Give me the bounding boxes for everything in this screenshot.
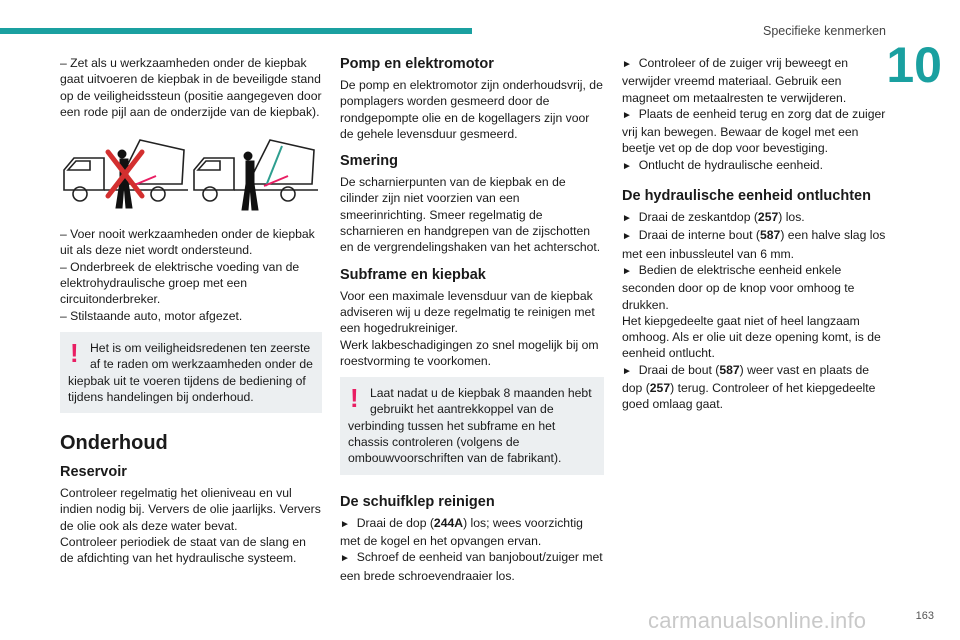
valve-step-2: ► Schroef de eenheid van banjobout/zuiger met een brede schroevendraaier los. <box>340 550 603 583</box>
check-step-2: ► Plaats de eenheid terug en zorg dat de zuiger vrij kan bewegen. Bewaar de kogel met een beetje vet op de dop voor bevestiging. <box>622 106 886 156</box>
heading-smering: Smering <box>340 153 399 170</box>
warning-text-rest: kiepbak uit te voeren tijdens de bediening of tijdens handelingen bij onderhoud. <box>68 373 306 404</box>
check-step-1: ► Controleer of de zuiger vrij beweegt en verwijder vreemd materiaal. Gebruik een magneet om metaalresten te verwijderen. <box>622 56 849 105</box>
arrow-icon: ► <box>622 160 632 172</box>
arrow-icon: ► <box>622 231 632 243</box>
heading-pomp: Pomp en elektromotor <box>340 56 494 72</box>
valve-step-1: ► Draai de dop (244A) los; wees voorzichtig met de kogel en het opvangen ervan. <box>340 515 583 548</box>
heading-reservoir: Reservoir <box>60 464 127 481</box>
bleed-step-1: ► Draai de zeskantdop (257) los. <box>622 210 805 225</box>
warning-box-1 <box>60 332 322 413</box>
tipper-illustration <box>60 132 322 214</box>
arrow-icon: ► <box>622 59 632 70</box>
arrow-icon: ► <box>622 213 632 225</box>
column-3 <box>622 55 886 413</box>
ref-244a: 244A <box>433 515 464 530</box>
ref-257: 257 <box>757 210 779 225</box>
smering-text: De scharnierpunten van de kiepbak en de cilinder zijn niet voorzien van een smeerinrichting. Smeer regelmatig de scharnieren en handgrepen van de zijschotten en de vergrendelingshaken van het achterschot. <box>340 175 601 255</box>
bleed-step-2: ► Draai de interne bout (587) een halve slag los met een inbussleutel van 6 mm. <box>622 228 886 261</box>
heading-schuifklep: De schuifklep reinigen <box>340 493 495 510</box>
ref-587: 587 <box>719 362 740 377</box>
intro-paragraph: – Zet als u werkzaamheden onder de kiepbak gaat uitvoeren de kiepbak in de beveiligde stand op de veiligheidssteun (positie aangegeven door een rode pijl aan de onderzijde van de kiepbak). <box>60 56 322 119</box>
warning-icon: ! <box>70 337 79 368</box>
heading-onderhoud: Onderhoud <box>60 432 168 455</box>
safety-line-3: – Stilstaande auto, motor afgezet. <box>60 308 243 323</box>
ref-587: 587 <box>759 228 781 243</box>
warning-text-rest: verbinding tussen het subframe en het chassis controleren (volgens de ombouwvoorschriften van de fabrikant). <box>348 418 562 466</box>
bleed-step-3: ► Bedien de elektrische eenheid enkele seconden door op de knop voor omhoog te drukken. <box>622 262 855 312</box>
watermark: carmanualsonline.info <box>648 608 867 633</box>
warning-box-2 <box>340 377 604 474</box>
bleed-note: Het kiepgedeelte gaat niet of heel langzaam omhoog. Als er olie uit deze opening komt, is de eenheid ontlucht. <box>622 313 881 361</box>
heading-ontluchten: De hydraulische eenheid ontluchten <box>622 188 871 205</box>
header-accent-bar <box>0 28 472 34</box>
person-correct-icon <box>242 152 258 210</box>
warning-icon: ! <box>350 383 359 414</box>
arrow-icon: ► <box>622 265 632 277</box>
arrow-icon: ► <box>622 109 632 121</box>
safety-line-1: – Voer nooit werkzaamheden onder de kiepbak uit als deze niet wordt ondersteund. <box>60 227 315 258</box>
subframe-text-2: Werk lakbeschadigingen zo snel mogelijk bij om roestvorming te voorkomen. <box>340 337 599 368</box>
heading-subframe: Subframe en kiepbak <box>340 266 486 283</box>
reservoir-text-1: Controleer regelmatig het olieniveau en vul indien nodig bij. Ververs de olie jaarlijks. Ververs de olie ook als deze water bevat. <box>60 486 321 533</box>
subframe-text-1: Voor een maximale levensduur van de kiepbak adviseren wij u deze regelmatig te reinigen met een hogedrukreiniger. <box>340 288 595 336</box>
safety-line-2: – Onderbreek de elektrische voeding van de elektrohydraulische groep met een circuitonderbreker. <box>60 259 300 307</box>
check-step-3: ► Ontlucht de hydraulische eenheid. <box>622 157 823 172</box>
warning-text-first: Laat nadat u de kiepbak 8 maanden hebt gebruikt het aantrekkoppel van de <box>370 386 592 417</box>
arrow-icon: ► <box>340 553 350 565</box>
tipper-truck-figure <box>60 132 322 214</box>
column-2 <box>340 55 604 584</box>
arrow-icon: ► <box>622 365 632 377</box>
warning-text-first: Het is om veiligheidsredenen ten zeerste af te raden om werkzaamheden onder de <box>90 340 313 372</box>
pump-text: De pomp en elektromotor zijn onderhoudsvrij, de pomplagers worden gesmeerd door de rondgepompte olie en de kogellagers zijn voor de gehele levensduur gesmeerd. <box>340 78 603 141</box>
bleed-step-4: ► Draai de bout (587) weer vast en plaats de dop (257) terug. Controleer of het kiepgedeelte goed omlaag gaat. <box>622 362 876 412</box>
section-title: Specifieke kenmerken <box>763 24 886 38</box>
arrow-icon: ► <box>340 518 350 530</box>
ref-257: 257 <box>649 381 671 396</box>
chapter-number: 10 <box>886 37 942 93</box>
truck-correct-icon <box>194 140 318 201</box>
reservoir-text-2: Controleer periodiek de staat van de slang en de afdichting van het hydraulische systeem. <box>60 535 306 566</box>
page-number: 163 <box>915 610 934 622</box>
column-1 <box>60 55 322 567</box>
